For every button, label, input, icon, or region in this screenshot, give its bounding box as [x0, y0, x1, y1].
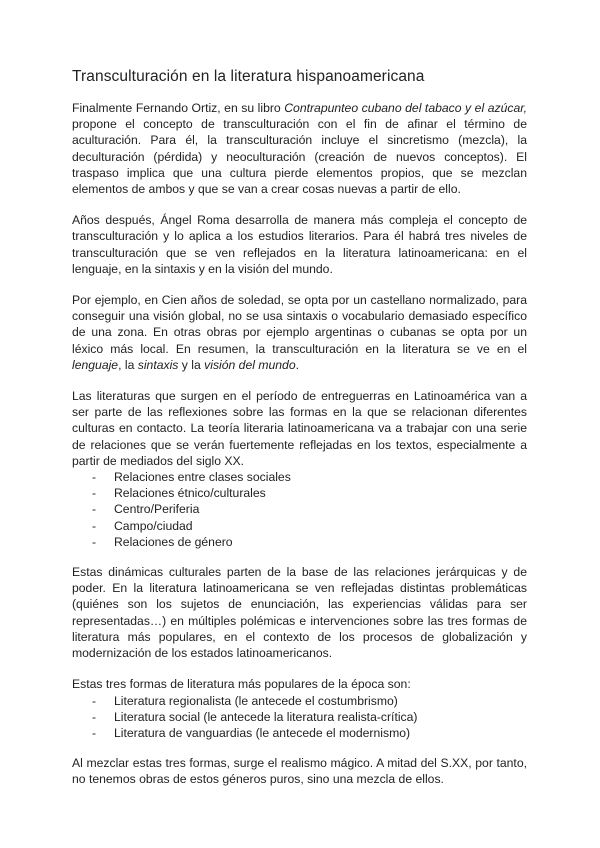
document-title: Transculturación en la literatura hispanoamericana — [72, 68, 425, 85]
paragraph-ortiz — [72, 100, 527, 197]
paragraph-ejemplo — [72, 292, 527, 373]
paragraph-text: Por ejemplo, en Cien años de soledad, se opta por un castellano normalizado, para conseguir una visión global, no se usa sintaxis o vocabulario demasiado específico de una zona. En otras obras por ejemplo argentinas o cubanas se opta por un léxico más local. En resumen, la transculturación en la literatura se ve en el — [72, 293, 527, 356]
paragraph-text: propone el concepto de transculturación con el fin de afinar el término de aculturación. Para él, la transculturación incluye el sincretismo (mezcla), la deculturación (pérdida) y neoculturación (creación de nuevos conceptos). El traspaso implica que una cultura pierde elementos propios, que se mezclan elementos de ambos y que se van a crear cosas nuevas a partir de ello. — [72, 117, 527, 197]
paragraph-roma: Años después, Ángel Roma desarrolla de manera más compleja el concepto de transculturación y lo aplica a los estudios literarios. Para él habrá tres niveles de transculturación que se ven reflejados en la literatura latinoamericana: en el lenguaje, en la sintaxis y en la visión del mundo. — [72, 213, 527, 276]
paragraph-realismo: Al mezclar estas tres formas, surge el realismo mágico. A mitad del S.XX, por tanto, no tenemos obras de estos géneros puros, sino una mezcla de ellos. — [72, 756, 527, 787]
list-item: - Relaciones étnico/culturales — [92, 485, 527, 501]
paragraph-entreguerras: Las literaturas que surgen en el período de entreguerras en Latinoamérica van a ser parte de las reflexiones sobre las formas en la que se relacionan diferentes culturas en contacto. La teoría literaria latinoamericana va a trabajar con una serie de relaciones que se verán fuertemente reflejadas en los textos, especialmente a partir de mediados del siglo XX. — [72, 389, 527, 468]
term-vision: visión del mundo — [204, 357, 296, 372]
list-item: - Campo/ciudad — [92, 518, 527, 534]
document-page — [72, 68, 527, 803]
list-item: - Literatura de vanguardias (le antecede el modernismo) — [92, 725, 527, 741]
paragraph-text: Finalmente Fernando Ortiz, en su libro — [72, 101, 285, 115]
list-item: - Centro/Periferia — [92, 501, 527, 517]
relations-list — [72, 469, 527, 550]
paragraph-dinamicas: Estas dinámicas culturales parten de la base de las relaciones jerárquicas y de poder. En la literatura latinoamericana se ven reflejadas distintas problemáticas (quiénes son los sujetos de enunciación, las experiencias válidas para ser representadas…) en múltiples polémicas e intervenciones sobre las tres formas de literatura más populares, en el contexto de los procesos de globalización y modernización de los estados latinoamericanos. — [72, 565, 527, 661]
list-item: - Relaciones entre clases sociales — [92, 469, 527, 485]
list-item: - Relaciones de género — [92, 534, 527, 550]
term-sintaxis: sintaxis — [137, 357, 179, 372]
book-title: Contrapunteo cubano del tabaco y el azúcar, — [284, 101, 527, 115]
forms-list — [72, 693, 527, 742]
paragraph-text: y la — [178, 357, 205, 372]
paragraph-text: , la — [118, 357, 138, 372]
term-lenguaje: lenguaje — [72, 357, 119, 372]
list-item: - Literatura social (le antecede la literatura realista-crítica) — [92, 709, 527, 725]
list-item: - Literatura regionalista (le antecede el costumbrismo) — [92, 693, 527, 709]
paragraph-formas: Estas tres formas de literatura más populares de la época son: — [72, 677, 411, 692]
paragraph-text: . — [295, 357, 299, 372]
